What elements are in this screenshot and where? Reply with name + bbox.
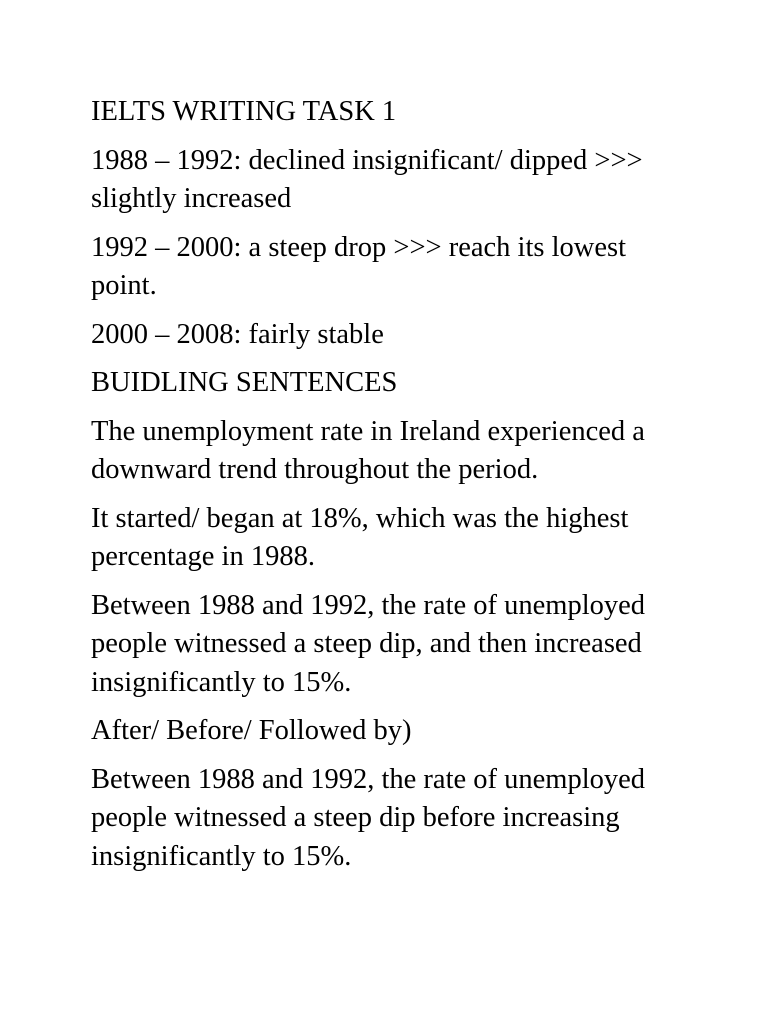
heading-building-sentences: BUIDLING SENTENCES: [91, 367, 398, 398]
sentence-start: It started/ began at 18%, which was the highest percentage in 1988.: [91, 502, 629, 572]
sentence-overview: The unemployment rate in Ireland experienced a downward trend throughout the period.: [91, 415, 645, 485]
note-1992-2000: 1992 – 2000: a steep drop >>> reach its lowest point.: [91, 231, 626, 301]
document-page: [91, 93, 691, 886]
note-2000-2008: 2000 – 2008: fairly stable: [91, 318, 384, 350]
note-connectors: After/ Before/ Followed by): [91, 715, 412, 746]
sentence-between-1: Between 1988 and 1992, the rate of unemployed people witnessed a steep dip, and then increased insignificantly to 15%.: [91, 589, 646, 698]
note-1988-1992: 1988 – 1992: declined insignificant/ dipped >>> slightly increased: [91, 144, 643, 214]
heading-task: IELTS WRITING TASK 1: [91, 96, 397, 127]
sentence-between-2: Between 1988 and 1992, the rate of unemployed people witnessed a steep dip before increasing insignificantly to 15%.: [91, 763, 646, 872]
